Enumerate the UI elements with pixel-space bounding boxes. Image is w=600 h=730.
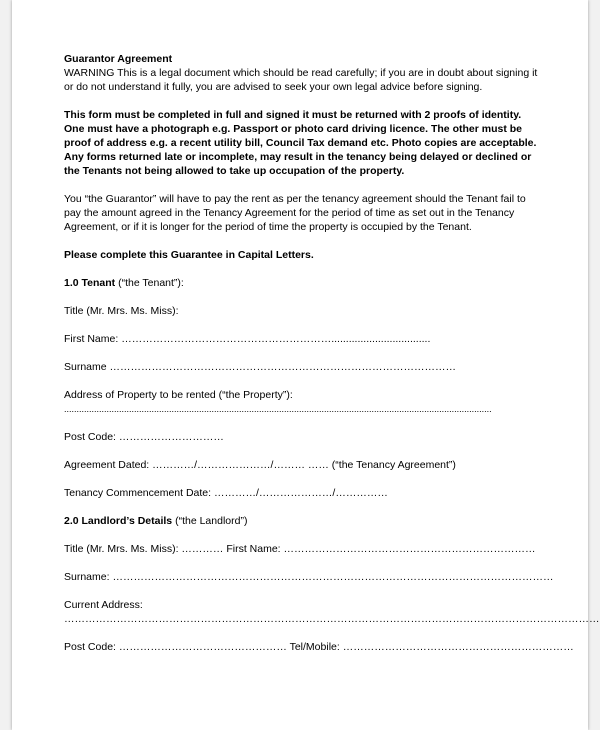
tenant-postcode-label: Post Code: bbox=[64, 431, 119, 443]
landlord-title-first-name-field[interactable]: Title (Mr. Mrs. Ms. Miss): ………… First Name: ……………………………………………………………… bbox=[64, 543, 536, 555]
landlord-current-address-label: Current Address: bbox=[64, 599, 143, 611]
warning-line-2: or do not understand it fully, you are advised to seek your own legal advice before signing. bbox=[64, 81, 483, 93]
agreement-dated-value: …………/…………………/……… …… (“the Tenancy Agreement”) bbox=[152, 459, 456, 471]
tenant-heading-suffix: (“the Tenant”): bbox=[115, 277, 184, 289]
capital-letters-instruction: Please complete this Guarantee in Capital Letters. bbox=[64, 249, 314, 261]
notice-line-3: proof of address e.g. a recent utility bill, Council Tax demand etc. Photo copies are acceptable. bbox=[64, 137, 537, 149]
tenant-surname-field[interactable] bbox=[64, 360, 456, 374]
landlord-current-address-field[interactable]: ……………………………………………………………………………………………………………………………………… bbox=[64, 613, 600, 625]
notice-line-5: the Tenants not being allowed to take up occupation of the property. bbox=[64, 165, 405, 177]
commencement-date-label: Tenancy Commencement Date: bbox=[64, 487, 214, 499]
property-address-label: Address of Property to be rented (“the Property”): bbox=[64, 389, 293, 401]
agreement-dated-field[interactable] bbox=[64, 458, 456, 472]
commencement-date-value: …………/…………………/…………… bbox=[213, 487, 388, 499]
tenant-heading-label: 1.0 Tenant bbox=[64, 277, 116, 289]
tenant-postcode-dots: ………………………… bbox=[118, 431, 224, 443]
intro-line-1: You “the Guarantor” will have to pay the rent as per the tenancy agreement should the Tenant fail to bbox=[64, 193, 526, 205]
warning-line-1: WARNING This is a legal document which should be read carefully; if you are in doubt about signing it bbox=[64, 67, 538, 79]
intro-line-3: Agreement, or if it is longer for the period of time the property is occupied by the Tenant. bbox=[64, 221, 472, 233]
document-title: Guarantor Agreement bbox=[64, 53, 173, 65]
agreement-dated-label: Agreement Dated: bbox=[64, 459, 153, 471]
tenant-postcode-field[interactable] bbox=[64, 430, 224, 444]
tenant-first-name-label: First Name: bbox=[64, 333, 119, 345]
tenant-first-name-field[interactable] bbox=[64, 332, 430, 346]
landlord-postcode-tel-field[interactable]: Post Code: ………………………………………… Tel/Mobile: ………………………………………………………… bbox=[64, 641, 574, 653]
tenant-first-name-dots: …………………………………………………….................................. bbox=[121, 333, 431, 345]
intro-line-2: pay the amount agreed in the Tenancy Agreement for the period of time as set out in the Tenancy bbox=[64, 207, 515, 219]
tenant-title-field[interactable]: Title (Mr. Mrs. Ms. Miss): bbox=[64, 305, 179, 317]
landlord-surname-field[interactable]: Surname: ……………………………………………………………………………………………………………… bbox=[64, 571, 554, 583]
tenant-surname-dots: ……………………………………………………………………………………… bbox=[109, 361, 457, 373]
notice-line-1: This form must be completed in full and signed it must be returned with 2 proofs of identity. bbox=[64, 109, 522, 121]
document-page bbox=[12, 0, 600, 730]
landlord-heading-suffix: (“the Landlord”) bbox=[172, 515, 248, 527]
commencement-date-field[interactable] bbox=[64, 486, 388, 500]
landlord-section-heading bbox=[64, 514, 247, 528]
tenant-surname-label: Surname bbox=[64, 361, 110, 373]
notice-line-2: One must have a photograph e.g. Passport or photo card driving licence. The other must be bbox=[64, 123, 522, 135]
notice-line-4: Any forms returned late or incomplete, may result in the tenancy being delayed or declined or bbox=[64, 151, 532, 163]
property-address-field[interactable]: ........................................................................................................................................................................... bbox=[64, 404, 492, 414]
landlord-heading-label: 2.0 Landlord’s Details bbox=[64, 515, 173, 527]
tenant-section-heading bbox=[64, 276, 184, 290]
